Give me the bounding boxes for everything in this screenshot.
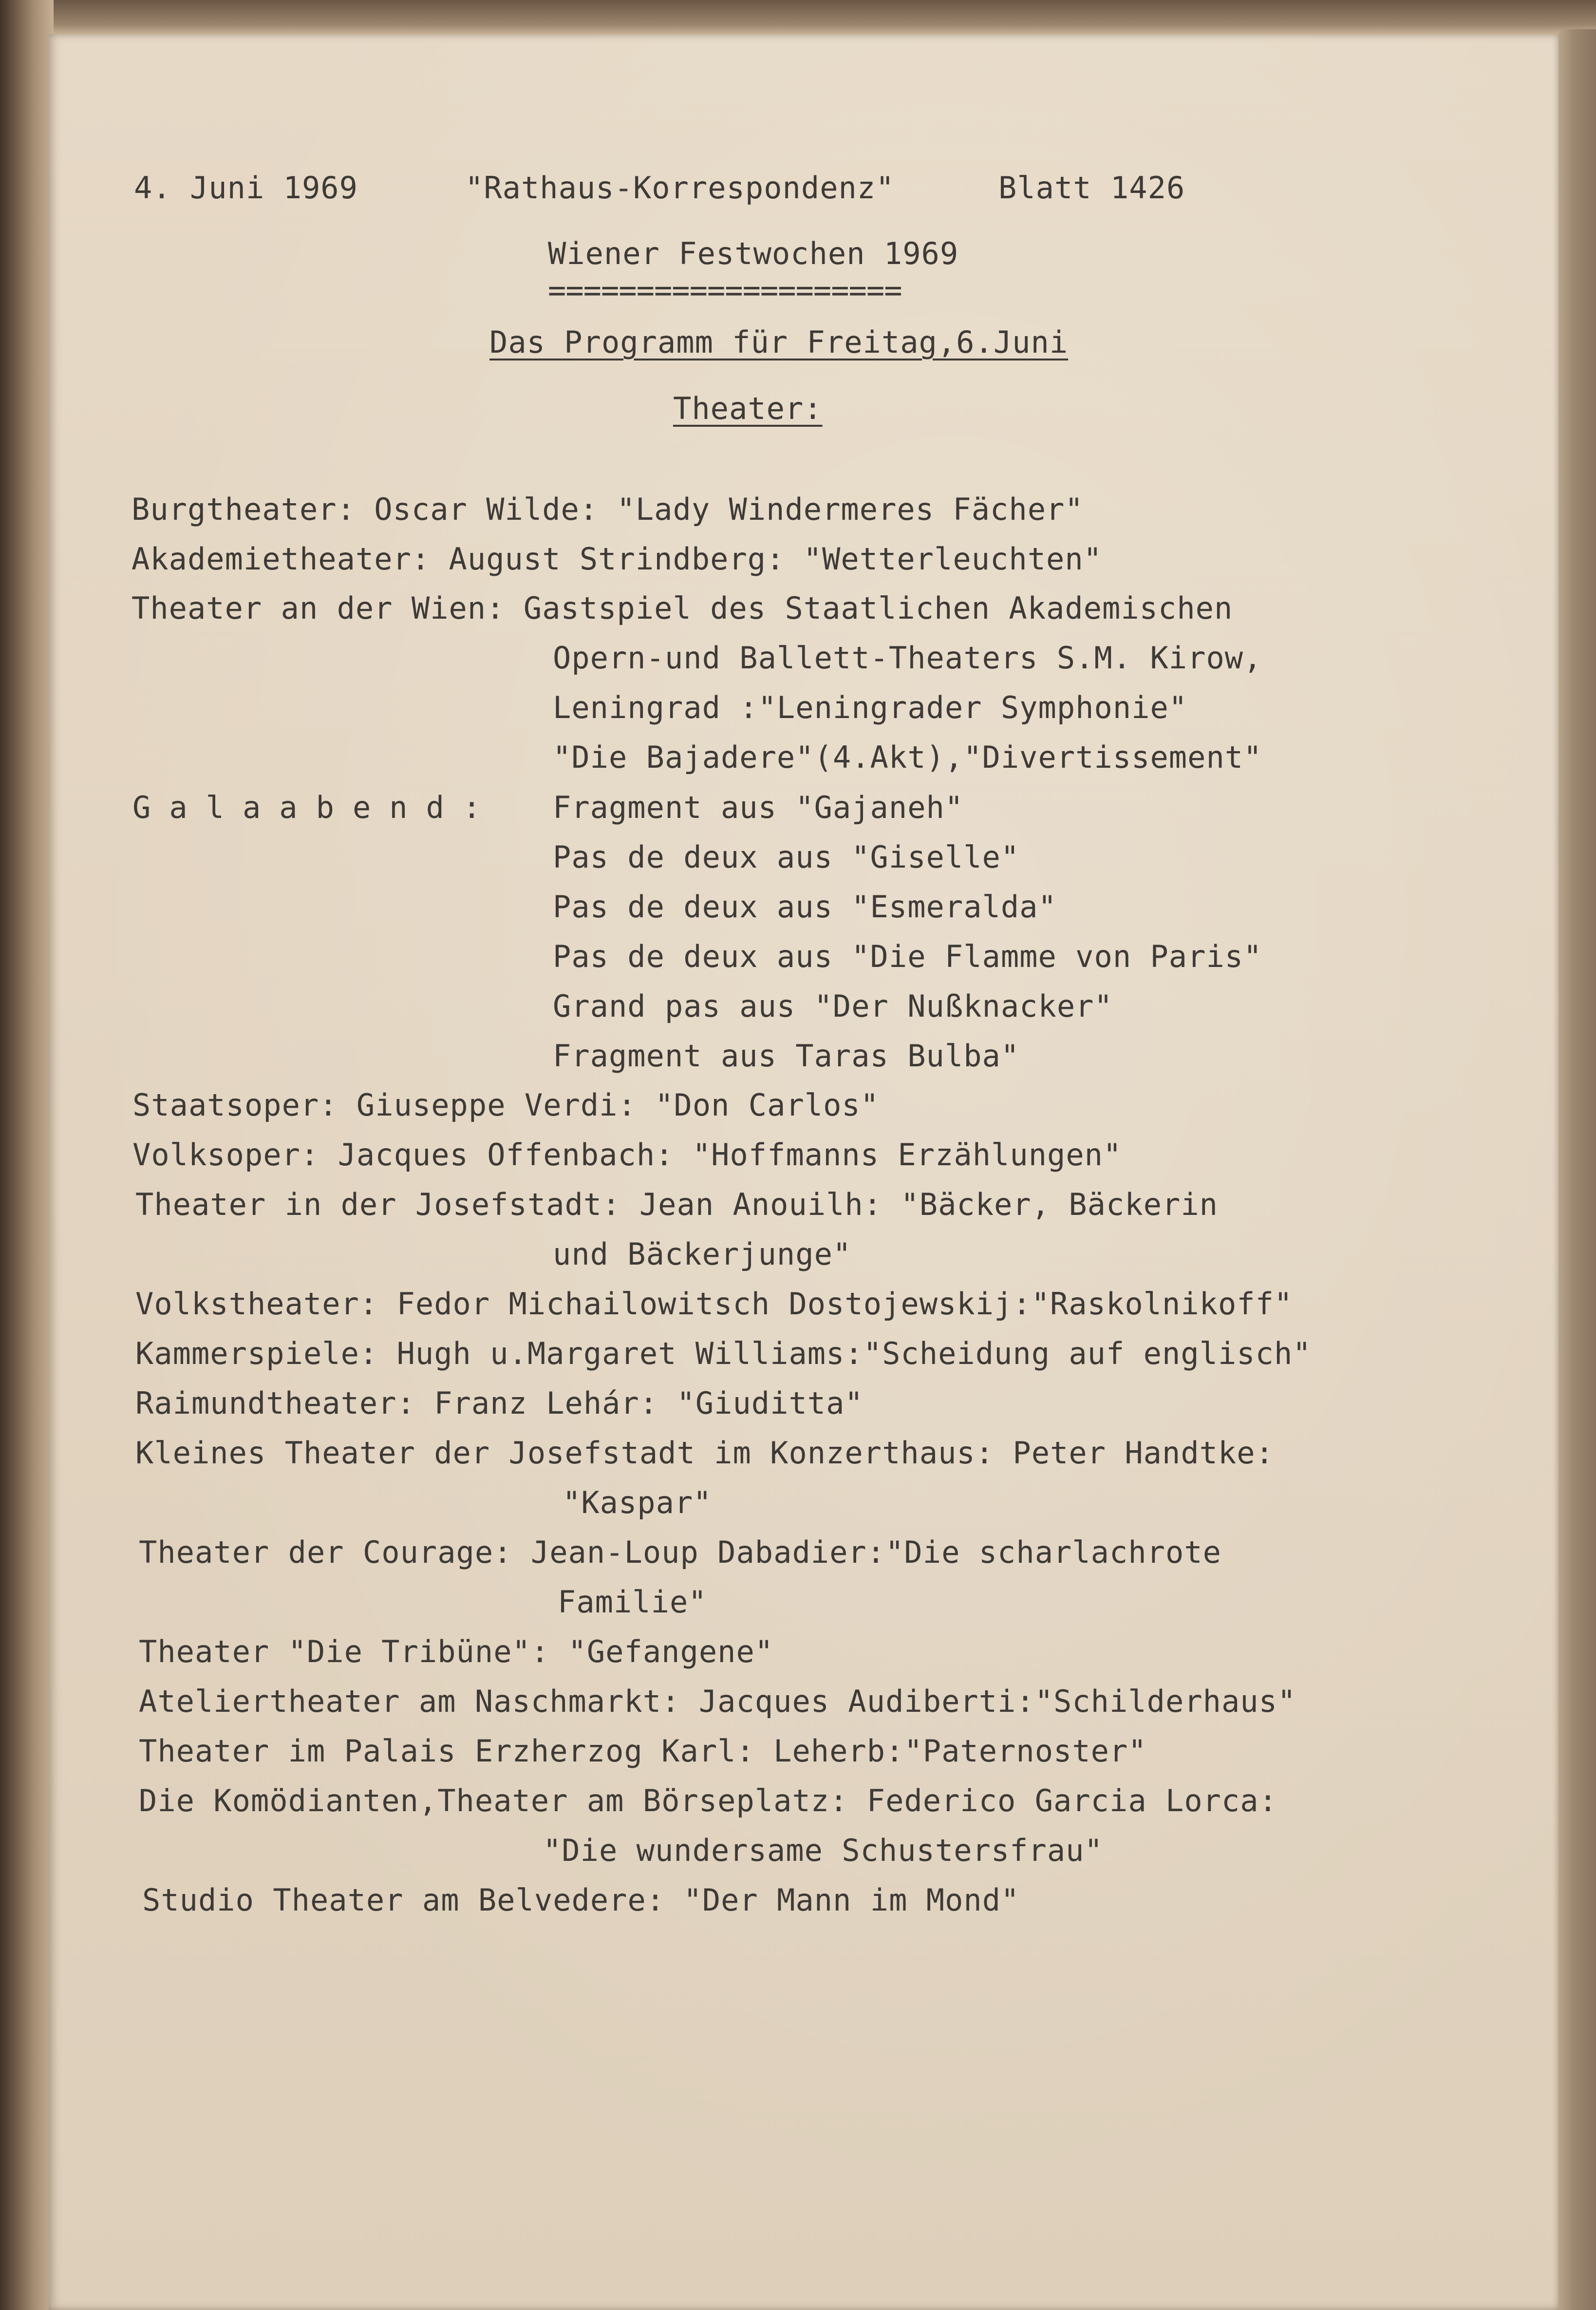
entry-line: Familie" [558,1584,707,1620]
entry-line: Volksoper: Jacques Offenbach: "Hoffmanns Erzählungen" [132,1137,1122,1173]
entry-line: Pas de deux aus "Esmeralda" [553,889,1057,925]
entry-line: Staatsoper: Giuseppe Verdi: "Don Carlos" [132,1087,880,1123]
program-subtitle: Das Programm für Freitag,6.Juni [489,324,1069,360]
gala-label: Galaabend: [132,790,500,825]
header-date: 4. Juni 1969 [134,170,358,206]
entry-line: Fragment aus "Gajaneh" [553,790,964,825]
entry-line: Raimundtheater: Franz Lehár: "Giuditta" [135,1385,864,1421]
entry-line: Akademietheater: August Strindberg: "Wetterleuchten" [131,541,1103,577]
entry-line: Volkstheater: Fedor Michailowitsch Dostojewskij:"Raskolnikoff" [135,1286,1293,1322]
entry-line: und Bäckerjunge" [553,1236,852,1272]
entry-line: Kleines Theater der Josefstadt im Konzerthaus: Peter Handtke: [135,1435,1274,1471]
title-rule: ==================== [548,272,902,308]
scan-left-edge [0,0,54,2310]
entry-line: Leningrad :"Leningrader Symphonie" [553,690,1188,725]
entry-line: Theater an der Wien: Gastspiel des Staatlichen Akademischen [131,590,1233,626]
entry-line: Ateliertheater am Naschmarkt: Jacques Audiberti:"Schilderhaus" [139,1684,1296,1719]
entry-line: "Die wundersame Schustersfrau" [543,1833,1103,1868]
entry-line: Theater in der Josefstadt: Jean Anouilh: "Bäcker, Bäckerin [135,1187,1218,1222]
entry-line: Theater im Palais Erzherzog Karl: Leherb:"Paternoster" [139,1733,1147,1769]
entry-line: Theater der Courage: Jean-Loup Dabadier:"Die scharlachrote [139,1534,1221,1570]
section-heading: Theater: [673,391,823,426]
entry-line: Theater "Die Tribüne": "Gefangene" [139,1634,774,1669]
entry-line: Pas de deux aus "Die Flamme von Paris" [553,939,1262,974]
entry-line: Studio Theater am Belvedere: "Der Mann im Mond" [142,1882,1020,1918]
entry-line: Die Komödianten,Theater am Börseplatz: Federico Garcia Lorca: [139,1783,1277,1818]
entry-line: Grand pas aus "Der Nußknacker" [553,988,1113,1024]
entry-line: Burgtheater: Oscar Wilde: "Lady Windermeres Fächer" [131,492,1084,527]
entry-line: "Die Bajadere"(4.Akt),"Divertissement" [553,739,1262,775]
header-sheet: Blatt 1426 [998,170,1185,206]
entry-line: Fragment aus Taras Bulba" [553,1038,1020,1074]
entry-line: Kammerspiele: Hugh u.Margaret Williams:"Scheidung auf englisch" [135,1336,1312,1371]
header-publication: "Rathaus-Korrespondenz" [465,170,895,206]
entry-line: Opern-und Ballett-Theaters S.M. Kirow, [553,640,1262,676]
entry-line: Pas de deux aus "Giselle" [553,839,1020,875]
scan-right-edge [1558,29,1596,2310]
scan-top-edge [0,0,1596,34]
entry-line: "Kaspar" [563,1485,712,1520]
page-title: Wiener Festwochen 1969 [548,236,959,271]
